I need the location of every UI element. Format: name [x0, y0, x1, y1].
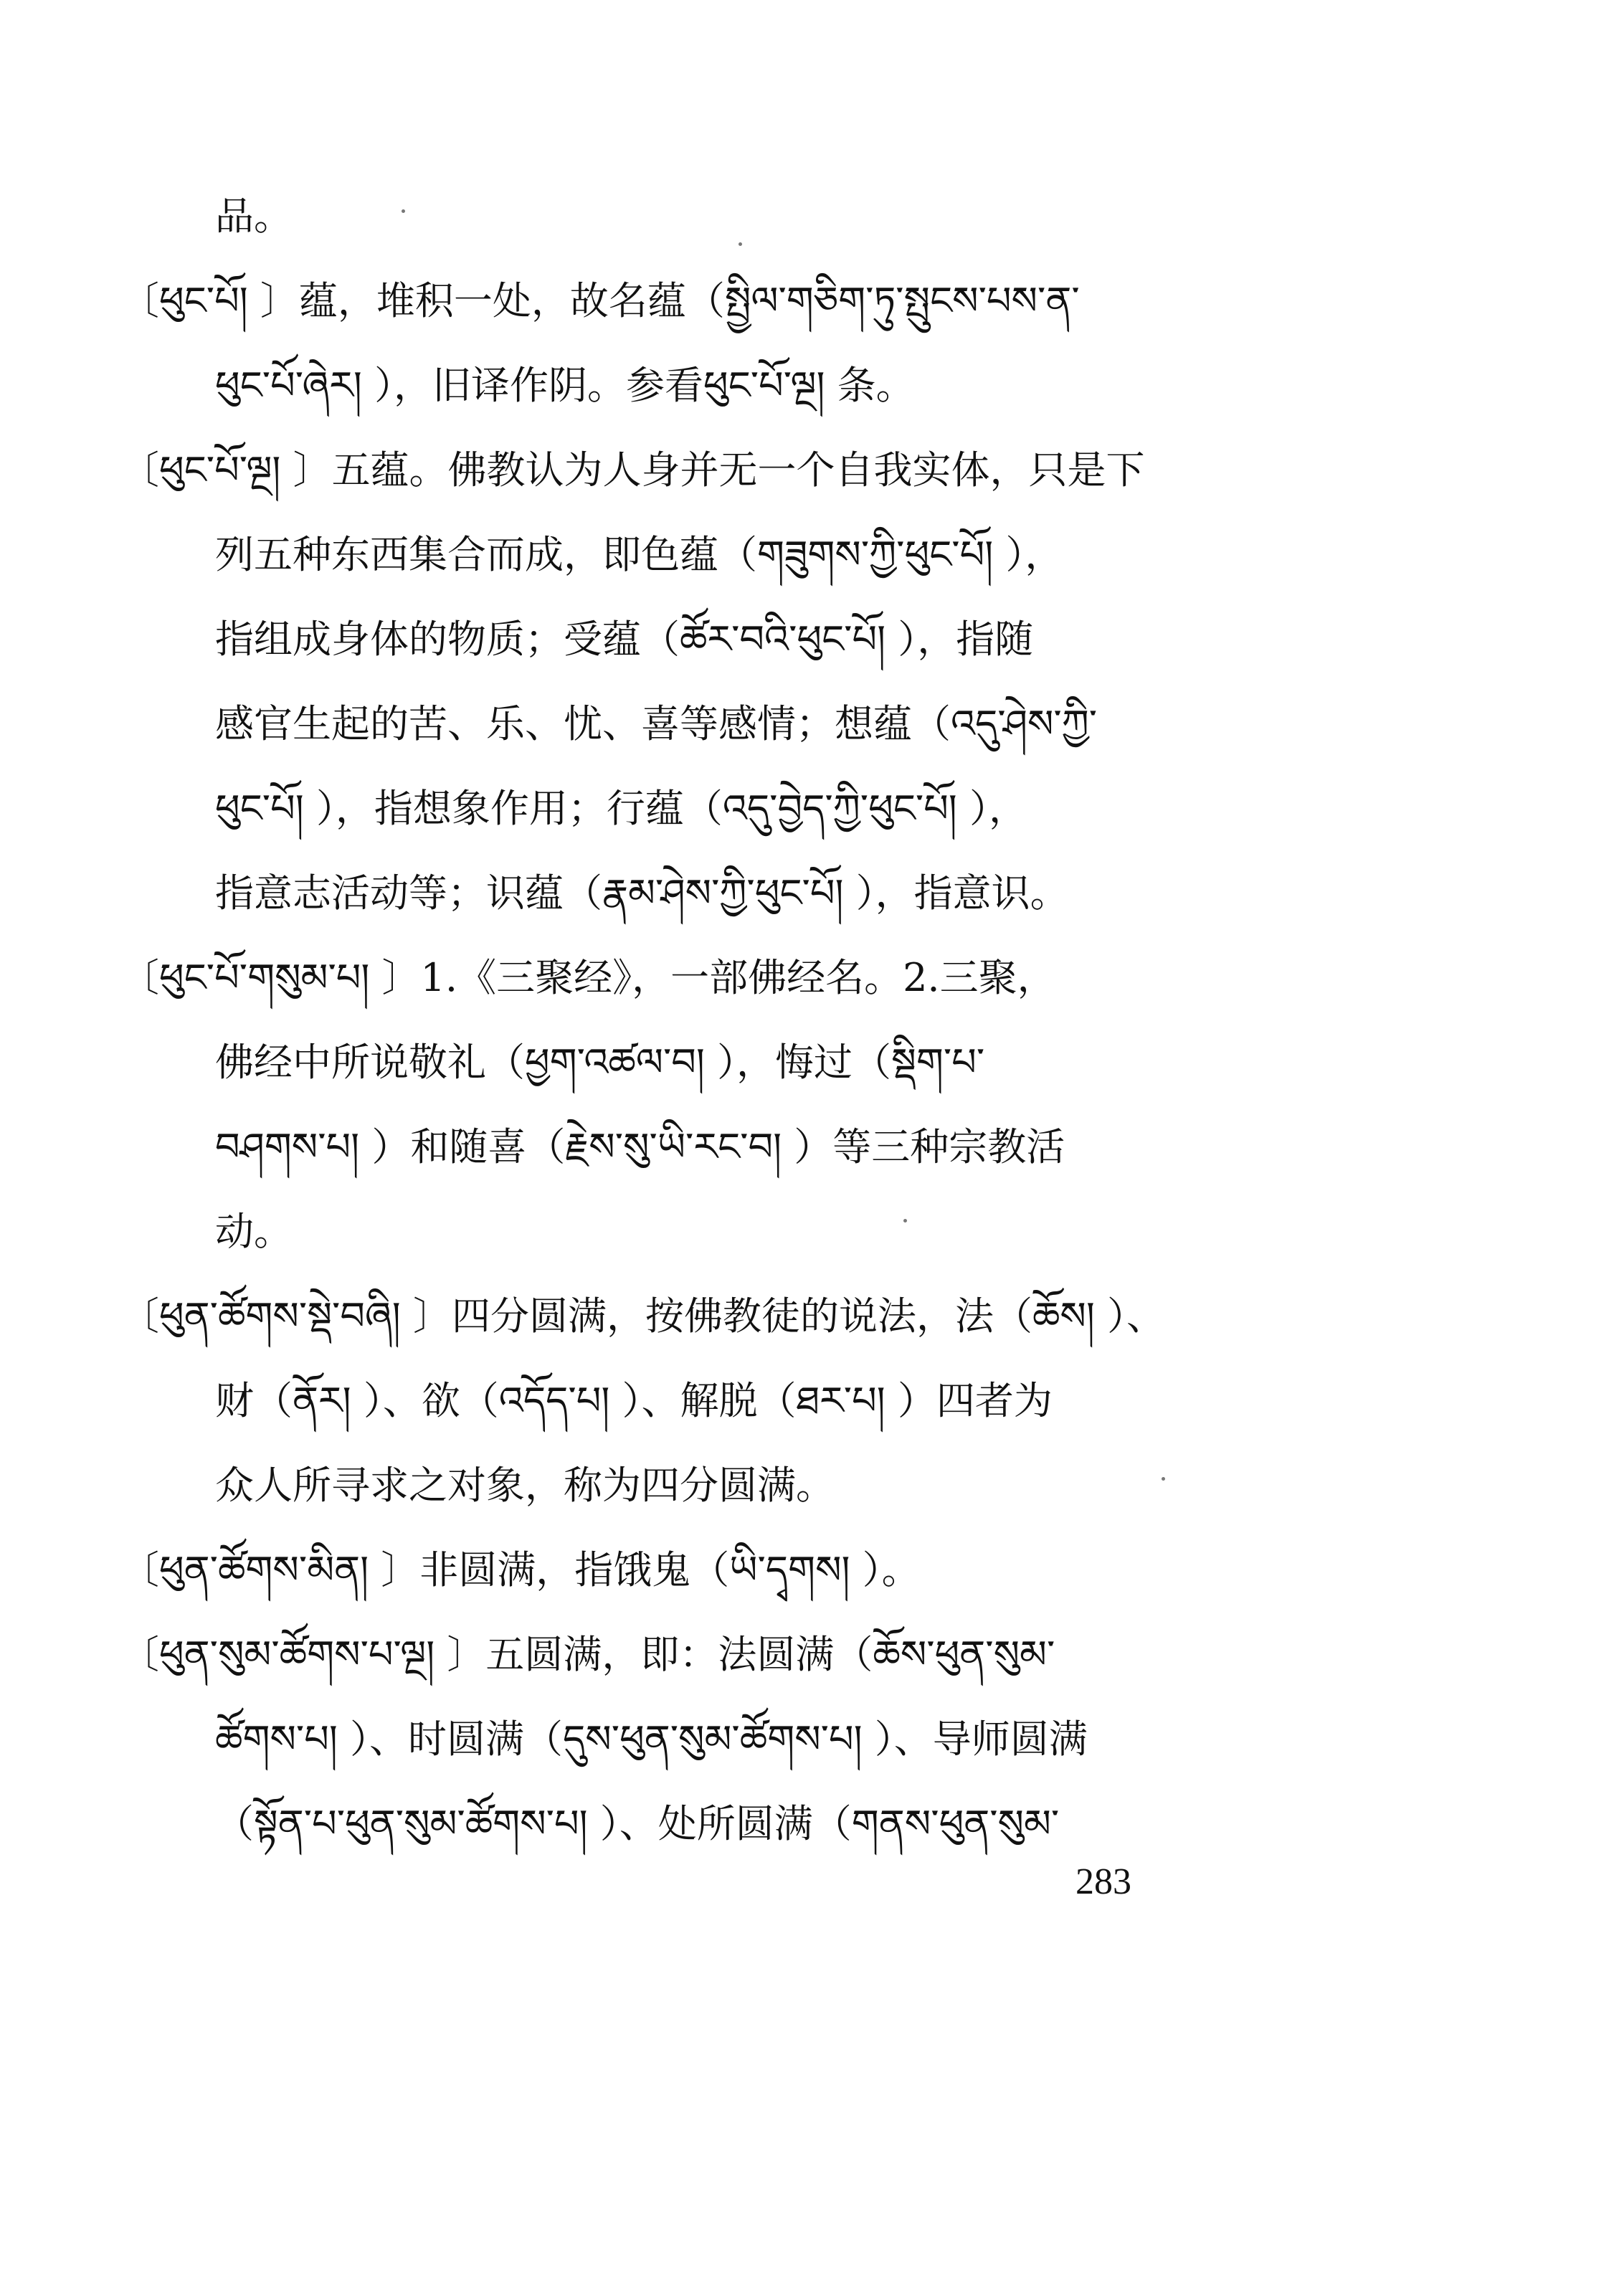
text-line: བཤགས་པ། ）和随喜（རྗེས་སུ་ཡི་རང་བ། ）等三种宗教活	[215, 1124, 1065, 1169]
scan-speck	[402, 209, 405, 213]
text-line: 动。	[215, 1209, 293, 1254]
page-number: 283	[1075, 1861, 1131, 1902]
entry-line: 〔ཕུང་པོ་ལྔ། 〕五蕴。佛教认为人身并无一个自我实体，只是下	[120, 447, 1145, 493]
entry-line: 〔ཕུང་པོ་གསུམ་པ། 〕1.《三聚经》，一部佛经名。2.三聚，	[120, 955, 1056, 1000]
text-line: ཕུང་པོ། ），指想象作用；行蕴（འདུ་བྱེད་ཀྱི་ཕུང་པོ། ），	[215, 786, 1027, 831]
text-line: 众人所寻求之对象，称为四分圆满。	[215, 1463, 835, 1508]
text-line: 品。	[215, 194, 293, 239]
text-line: 指意志活动等；识蕴（རྣམ་ཤེས་ཀྱི་ཕུང་པོ། ），指意识。	[215, 870, 1069, 916]
text-line: ཚོགས་པ། ）、时圆满（དུས་ཕུན་སུམ་ཚོགས་པ། ）、导师圆满	[215, 1717, 1088, 1762]
text-line: ཕུང་པོ་ཞེར། ），旧译作阴。参看ཕུང་པོ་ལྔ། 条。	[215, 363, 915, 408]
text-line: 感官生起的苦、乐、忧、喜等感情；想蕴（འདུ་ཤེས་ཀྱི་	[215, 701, 1098, 746]
text-line: 列五种东西集合而成，即色蕴（གཟུགས་ཀྱི་ཕུང་པོ། ），	[215, 532, 1064, 577]
entry-line: 〔ཕུན་ཚོགས་མིན། 〕非圆满，指饿鬼（ཡི་དྭགས། ）。	[120, 1547, 921, 1592]
scan-speck	[903, 1219, 907, 1223]
entry-line: 〔ཕུན་ཚོགས་སྡེ་བཞི། 〕四分圆满，按佛教徒的说法，法（ཆོས། ）、	[120, 1293, 1166, 1339]
text-line: 财（ནོར། ）、欲（འདོད་པ། ）、解脱（ཐར་པ། ）四者为	[215, 1378, 1053, 1423]
text-line: 佛经中所说敬礼（ཕྱག་འཚལ་བ། ），悔过（སྡིག་པ་	[215, 1040, 985, 1085]
entry-line: 〔ཕུང་པོ། 〕蕴，堆积一处，故名蕴（སྤྱིལ་གཅིག་ཏུ་སྤུངས་པས་ན་	[120, 278, 1080, 323]
text-line: （སྟོན་པ་ཕུན་སུམ་ཚོགས་པ། ）、处所圆满（གནས་ཕུན་སུམ་	[215, 1801, 1060, 1846]
text-line: 指组成身体的物质；受蕴（ཚོར་བའི་ཕུང་པོ། ），指随	[215, 617, 1034, 662]
scan-speck	[739, 242, 742, 246]
scan-speck	[1162, 1477, 1165, 1481]
entry-line: 〔ཕུན་སུམ་ཚོགས་པ་ལྔ། 〕五圆满，即：法圆满（ཆོས་ཕུན་སུམ་	[120, 1632, 1055, 1677]
